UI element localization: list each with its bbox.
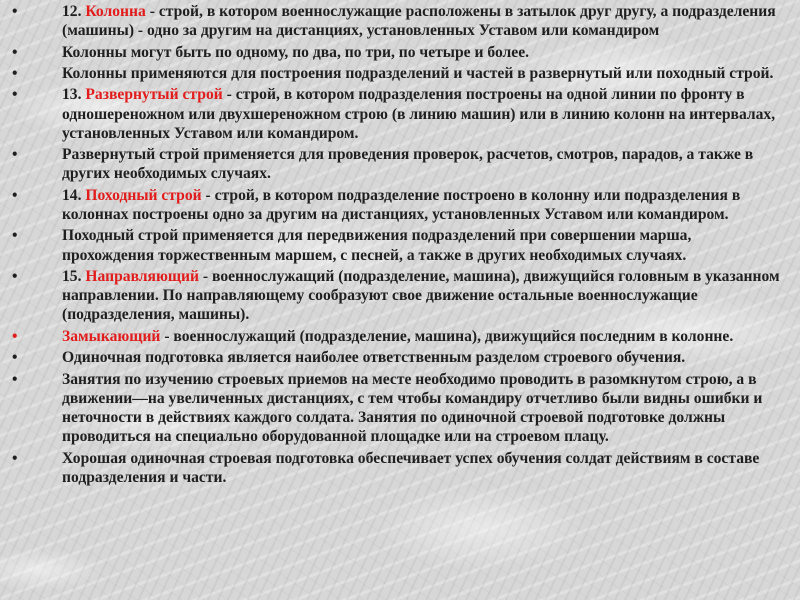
bullet-icon: • (12, 86, 18, 104)
item-prefix: 15. (62, 267, 86, 285)
term-highlight: Замыкающий (62, 327, 161, 345)
item-text: Развернутый строй применяется для проведения проверок, расчетов, смотров, парадов, а также в других необходимых случаях. (62, 146, 754, 183)
bullet-icon: • (12, 64, 18, 82)
item-text: - строй, в котором подразделение построено в колонну или подразделения в колоннах построены одно за другим на дистанциях, установленных Уставом или командиром. (62, 186, 741, 223)
bullet-icon: • (12, 186, 18, 204)
list-item (0, 267, 800, 325)
item-text: - военнослужащий (подразделение, машина), движущийся последним в колонне. (160, 327, 734, 345)
item-text: Колонны могут быть по одному, по два, по три, по четыре и более. (62, 43, 530, 61)
item-text: Занятия по изучению строевых приемов на месте необходимо проводить в разомкнутом строю, а в движении—на увеличенных дистанциях, с тем чтобы командиру отчетливо были видны ошибки и неточности в действиях каждого солдата. Занятия по одиночной строевой подготовке должны проводиться на специально оборудованной площадке или на строевом плацу. (62, 370, 763, 446)
bullet-list (0, 2, 800, 489)
bullet-icon: • (12, 327, 18, 345)
item-text: Хорошая одиночная строевая подготовка обеспечивает успех обучения солдат действиям в составе подразделения и части. (62, 449, 760, 486)
item-text: - строй, в котором подразделения построены на одной линии по фронту в одношереножном или двухшереножном строю (в линию машин) или в линию колонн на интервалах, установленных Уставом или командиром. (62, 86, 776, 142)
list-item (0, 85, 800, 143)
bullet-icon: • (12, 370, 18, 388)
item-prefix: 13. (62, 86, 86, 104)
item-prefix: 12. (62, 3, 86, 20)
list-item (0, 449, 800, 487)
bullet-icon: • (12, 227, 18, 245)
bullet-icon: • (12, 146, 18, 164)
item-text: - строй, в котором военнослужащие расположены в затылок друг другу, а подразделения (машины) - одно за другим на дистанциях, установленных Уставом или командиром (62, 3, 776, 40)
list-item (0, 2, 800, 40)
bullet-icon: • (12, 3, 18, 20)
item-prefix: 14. (62, 186, 86, 204)
bullet-icon: • (12, 267, 18, 285)
list-item (0, 327, 800, 346)
item-text: Колонны применяются для построения подразделений и частей в развернутый или походный строй. (62, 64, 774, 82)
term-highlight: Направляющий (85, 267, 200, 285)
item-text: - военнослужащий (подразделение, машина), движущийся головным в указанном направлении. По направляющему сообразуют свое движение остальные военнослужащие (подразделения, машины). (62, 267, 780, 324)
list-item (0, 145, 800, 183)
list-item (0, 370, 800, 447)
item-text: Походный строй применяется для передвижения подразделений при совершении марша, прохождения торжественным маршем, с песней, а также в других необходимых случаях. (62, 227, 692, 264)
list-item (0, 64, 800, 83)
list-item (0, 348, 800, 367)
bullet-icon: • (12, 349, 18, 367)
list-item (0, 226, 800, 264)
item-text: Одиночная подготовка является наиболее ответственным разделом строевого обучения. (62, 349, 686, 367)
bullet-icon: • (12, 43, 18, 61)
term-highlight: Походный строй (85, 186, 202, 204)
term-highlight: Колонна (85, 3, 146, 20)
list-item (0, 43, 800, 62)
term-highlight: Развернутый строй (85, 86, 223, 104)
bullet-icon: • (12, 449, 18, 467)
list-item (0, 186, 800, 224)
